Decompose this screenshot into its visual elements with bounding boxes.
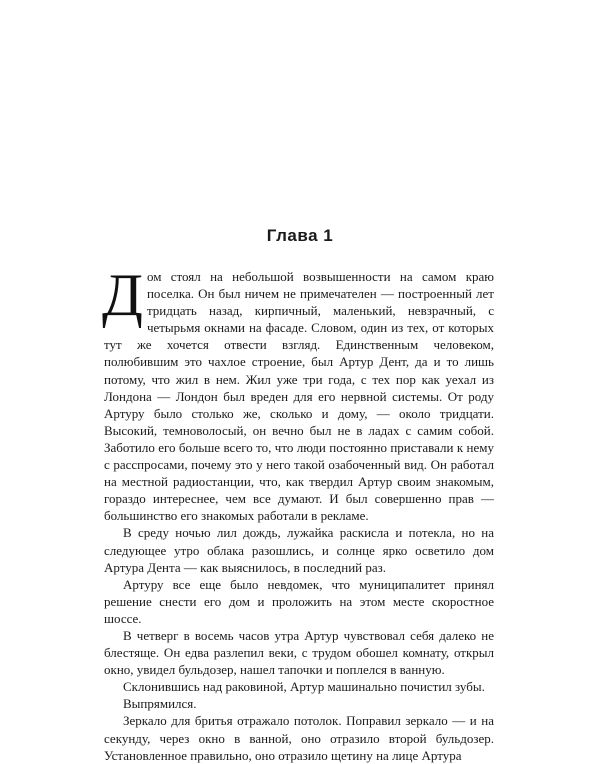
paragraph-3: Артуру все еще было невдомек, что муниципалитет принял решение снести его дом и проложить на этом месте скоростное шоссе. — [104, 576, 494, 626]
body-text — [102, 262, 494, 764]
paragraph-1 — [102, 262, 494, 524]
paragraph-2: В среду ночью лил дождь, лужайка раскисла и потекла, но на следующее утро облака разошлись, и солнце ярко осветило дом Артура Дента — как выяснилось, в последний раз. — [104, 525, 494, 575]
paragraph-6: Выпрямился. — [123, 696, 197, 712]
drop-cap: Д — [102, 262, 143, 328]
paragraph-7: Зеркало для бритья отражало потолок. Поправил зеркало — и на секунду, через окно в ванной, оно отразило второй бульдозер. Установленное правильно, оно отразило щетину на лице Артура — [104, 713, 494, 763]
paragraph-4: В четверг в восемь часов утра Артур чувствовал себя далеко не блестяще. Он едва разлепил веки, с трудом обошел комнату, открыл окно, увидел бульдозер, нашел тапочки и поплелся в ванную. — [104, 627, 494, 678]
paragraph-1-text: ом стоял на небольшой возвышенности на самом краю поселка. Он был ничем не примечателен — построенный лет тридцать назад, кирпичный, маленький, невзрачный, с четырьмя окнами на фасаде. Словом, один из тех, от которых тут же хочется отвести взгляд. Единственным человеком, полюбившим это чахлое строение, был Артур Дент, да и то лишь потому, что жил в нем. Жил уже три года, с тех пор как уехал из Лондона — Лондон был вреден для его нервной системы. От роду Артуру было столько же, сколько и дому, — около тридцати. Высокий, темноволосый, он вечно был не в ладах с самим собой. Заботило его больше всего то, что люди постоянно приставали к нему с расспросами, почему это у него такой озабоченный вид. Он работал на местной радиостанции, что, как твердил Артур своим знакомым, гораздо интереснее, чем все думают. И был совершенно прав — большинство его знакомых работали в рекламе. — [104, 269, 494, 524]
chapter-title: Глава 1 — [266, 226, 334, 245]
paragraph-5: Склонившись над раковиной, Артур машинально почистил зубы. — [123, 679, 485, 695]
